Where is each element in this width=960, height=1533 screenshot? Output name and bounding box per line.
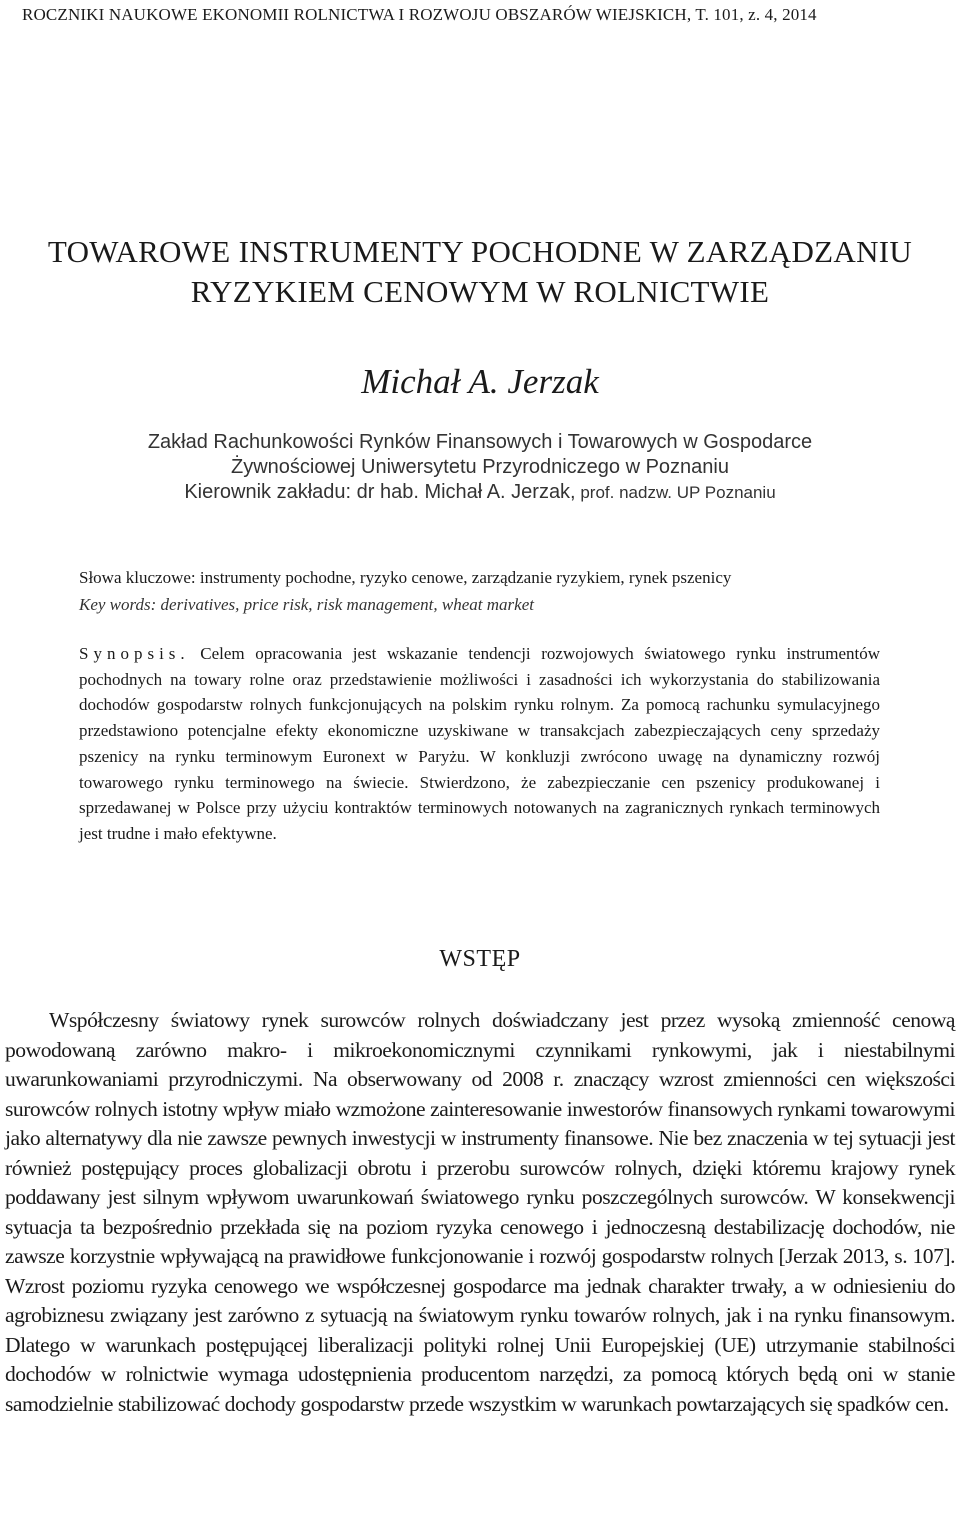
synopsis: [79, 641, 880, 847]
section-heading: WSTĘP: [439, 946, 521, 972]
synopsis-text: Celem opracowania jest wskazanie tendencji rozwojowych światowego rynku instrumentów pochodnych na towary rolne oraz przedstawienie możliwości i zasadności ich wykorzystania do stabilizowania dochodów gospodarstw rolnych funkcjonujących na polskim rynku rolnym. Za pomocą rachunku symulacyjnego przedstawiono potencjalne efekty ekonomiczne uzyskiwane w transakcjach zabezpieczających ceny sprzedaży pszenicy na rynku terminowym Euronext w Paryżu. W konkluzji zwrócono uwagę na dynamiczny rozwój towarowego rynku terminowego na świecie. Stwierdzono, że zabezpieczanie cen pszenicy produkowanej i sprzedawanej w Polsce przy użyciu kontraktów terminowych notowanych na zagranicznych rynkach terminowych jest trudne i mało efektywne.: [79, 644, 880, 843]
affiliation-head: Kierownik zakładu: dr hab. Michał A. Jerzak,: [184, 481, 576, 503]
keywords-english: Key words: derivatives, price risk, risk management, wheat market: [79, 595, 534, 614]
keywords-polish: Słowa kluczowe: instrumenty pochodne, ryzyko cenowe, zarządzanie ryzykiem, rynek pszenicy: [79, 568, 732, 587]
title-line-1: TOWAROWE INSTRUMENTY POCHODNE W ZARZĄDZANIU: [47, 234, 913, 269]
synopsis-label: Synopsis.: [79, 644, 190, 663]
article-title: [0, 232, 960, 312]
journal-header: ROCZNIKI NAUKOWE EKONOMII ROLNICTWA I ROZWOJU OBSZARÓW WIEJSKICH, T. 101, z. 4, 2014: [22, 5, 817, 24]
affiliation-line-3: [0, 480, 960, 505]
author-name: Michał A. Jerzak: [361, 362, 599, 401]
affiliation-university: UP Poznaniu: [672, 483, 776, 502]
keywords-block: [79, 564, 884, 618]
title-line-2: RYZYKIEM CENOWYM W ROLNICTWIE: [190, 274, 770, 309]
affiliation-line-2: Żywnościowej Uniwersytetu Przyrodniczego w Poznaniu: [231, 456, 729, 478]
affiliation-line-1: Zakład Rachunkowości Rynków Finansowych i Towarowych w Gospodarce: [147, 431, 813, 453]
body-text: [5, 1006, 955, 1419]
affiliation: [0, 430, 960, 505]
affiliation-title: prof. nadzw.: [575, 483, 673, 502]
body-paragraph: Współczesny światowy rynek surowców rolnych doświadczany jest przez wysoką zmienność cenową powodowaną zarówno makro- i mikroekonomicznymi czynnikami rynkowymi, jak i niestabilnymi uwarunkowaniami przyrodniczymi. Na obserwowany od 2008 r. znaczący wzrost zmienności cen większości surowców rolnych istotny wpływ miało wzmożone zainteresowanie inwestorów finansowych rynkami towarowymi jako alternatywy dla nie zawsze pewnych inwestycji w instrumenty finansowe. Nie bez znaczenia w tej sytuacji jest również postępujący proces globalizacji obrotu i przerobu surowców rolnych, dzięki któremu krajowy rynek poddawany jest silnym wpływom uwarunkowań światowego rynku poszczególnych surowców. W konsekwencji sytuacja ta bezpośrednio przekłada się na poziom ryzyka cenowego i jednoczesną destabilizację dochodów, nie zawsze korzystnie wpływającą na prawidłowe funkcjonowanie i rozwój gospodarstw rolnych [Jerzak 2013, s. 107]. Wzrost poziomu ryzyka cenowego we współczesnej gospodarce ma jednak charakter trwały, a w odniesieniu do agrobiznesu związany jest zarówno z sytuacją na światowym rynku towarów rolnych, jak i na rynku finansowym. Dlatego w warunkach postępującej liberalizacji polityki rolnej Unii Europejskiej (UE) utrzymanie stabilności dochodów w rolnictwie wymaga udostępnienia producentom narzędzi, za pomocą których będą oni w stanie samodzielnie stabilizować dochody gospodarstw przede wszystkim w warunkach powtarzających się spadków cen.: [5, 1008, 955, 1416]
